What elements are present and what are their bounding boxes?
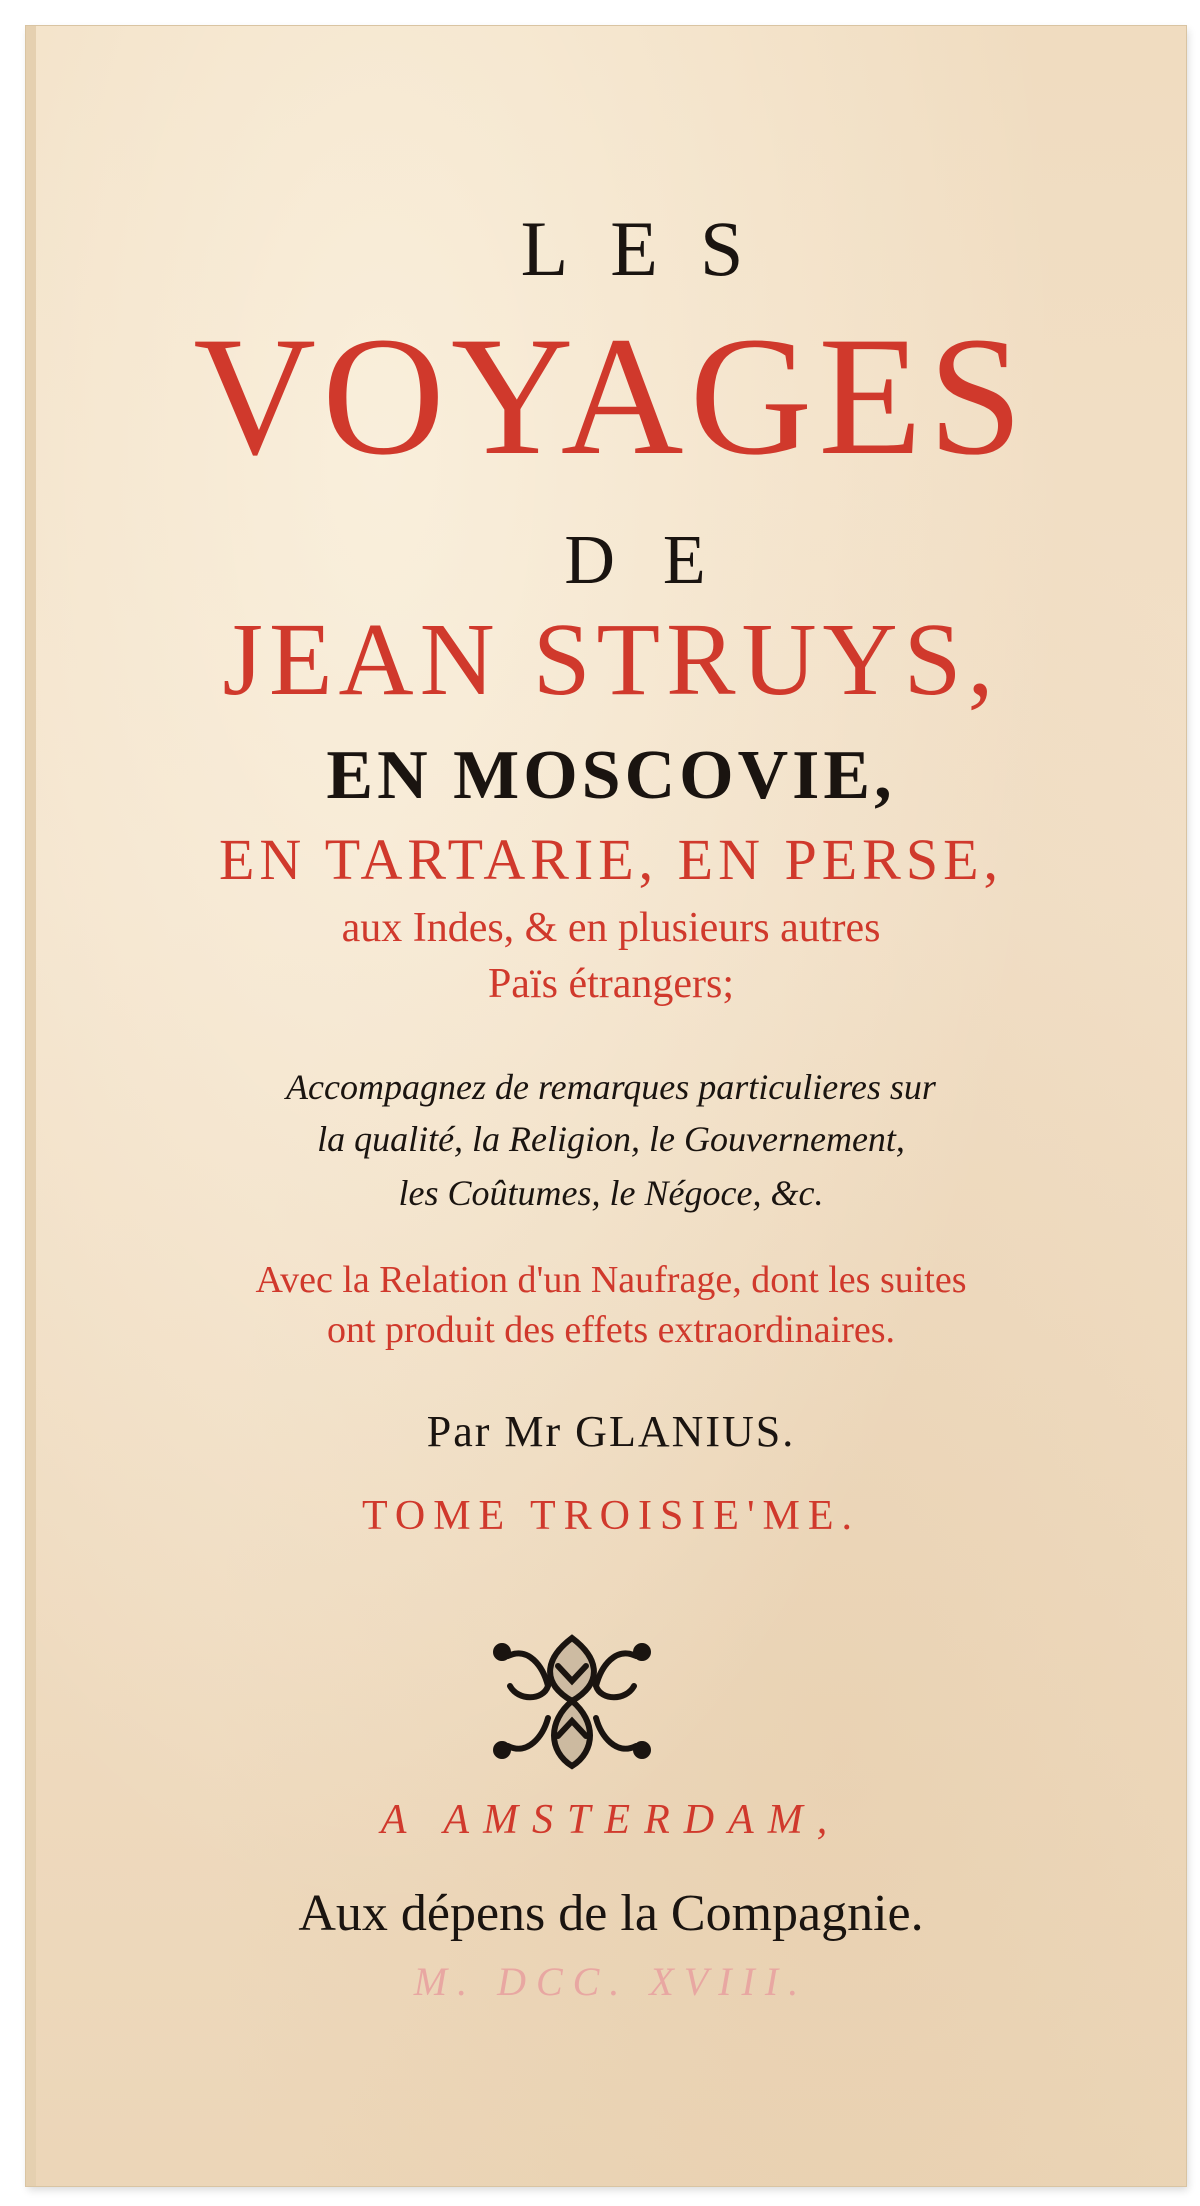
line-date: M. DCC. XVIII. [413, 1959, 809, 2004]
line-author: JEAN STRUYS, [222, 602, 1000, 717]
line-par: Par Mr GLANIUS. [426, 1407, 796, 1456]
line-depens: Aux dépens de la Compagnie. [298, 1885, 924, 1942]
line-voyages: VOYAGES [193, 302, 1029, 490]
line-avec-1: Avec la Relation d'un Naufrage, dont les suites [255, 1259, 967, 1301]
line-de: DE [564, 522, 754, 599]
line-tartarie: EN TARTARIE, EN PERSE, [218, 827, 1004, 892]
line-indes: aux Indes, & en plusieurs autres [341, 905, 881, 951]
line-pais: Païs étrangers; [487, 961, 735, 1007]
line-amsterdam: A AMSTERDAM, [380, 1797, 842, 1843]
line-tome: TOME TROISIE'ME. [361, 1493, 861, 1539]
line-les: LES [520, 205, 786, 292]
fleuron-ornament-icon [488, 1626, 656, 1776]
line-avec-2: ont produit des effets extraordinaires. [326, 1309, 896, 1351]
title-page [26, 26, 1186, 2186]
line-accompagnez-1: Accompagnez de remarques particulieres sur [286, 1067, 936, 1107]
line-accompagnez-3: les Coûtumes, le Négoce, &c. [398, 1173, 824, 1213]
line-accompagnez-2: la qualité, la Religion, le Gouvernement, [317, 1119, 905, 1159]
line-moscovie: EN MOSCOVIE, [326, 737, 896, 814]
